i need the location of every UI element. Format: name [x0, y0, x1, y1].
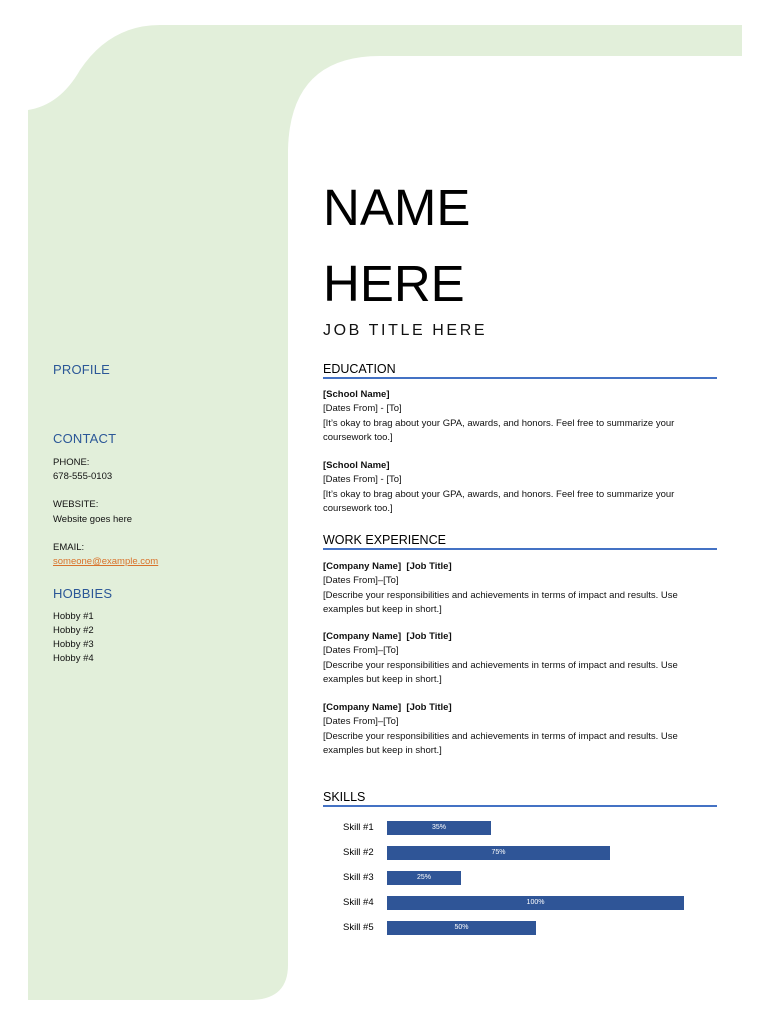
work-entry: [323, 701, 717, 758]
education-entry: [323, 459, 717, 516]
hobby-item: Hobby #1: [53, 611, 94, 622]
work-dates: [Dates From]–[To]: [323, 716, 399, 728]
job-title: JOB TITLE HERE: [323, 322, 488, 339]
name-line-1: NAME: [323, 179, 471, 236]
email-label: EMAIL:: [53, 542, 85, 553]
email-link[interactable]: someone@example.com: [53, 556, 159, 567]
skill-bar: [387, 896, 684, 910]
skill-bar: [387, 921, 536, 935]
work-description: [Describe your responsibilities and achievements in terms of impact and results. Use examples but keep in short.]: [323, 659, 678, 685]
skill-bar: [387, 846, 610, 860]
hobby-item: Hobby #2: [53, 625, 94, 636]
skill-percent: 50%: [454, 924, 469, 931]
skill-bar: [387, 871, 461, 885]
education-entry: [323, 388, 717, 445]
contact-heading: CONTACT: [53, 431, 117, 446]
work-entry: [323, 560, 717, 617]
work-description: [Describe your responsibilities and achievements in terms of impact and results. Use examples but keep in short.]: [323, 730, 678, 756]
skill-label: Skill #4: [343, 897, 374, 908]
company-job-title: [Company Name] [Job Title]: [323, 631, 452, 642]
work-dates: [Dates From]–[To]: [323, 575, 399, 587]
skill-label: Skill #5: [343, 922, 374, 933]
education-dates: [Dates From] - [To]: [323, 474, 402, 486]
skill-percent: 35%: [431, 824, 446, 831]
hobby-item: Hobby #3: [53, 639, 94, 650]
company-job-title: [Company Name] [Job Title]: [323, 561, 452, 572]
skill-label: Skill #1: [343, 822, 374, 833]
skill-label: Skill #3: [343, 872, 374, 883]
email-value[interactable]: [53, 555, 158, 570]
education-heading: EDUCATION: [323, 362, 717, 379]
work-entry: [323, 630, 717, 687]
education-description: [It’s okay to brag about your GPA, awards, and honors. Feel free to summarize your coursework too.]: [323, 417, 675, 443]
company-job-title: [Company Name] [Job Title]: [323, 702, 452, 713]
education-description: [It’s okay to brag about your GPA, awards, and honors. Feel free to summarize your coursework too.]: [323, 488, 675, 514]
phone-value: 678-555-0103: [53, 471, 113, 482]
hobbies-heading: HOBBIES: [53, 586, 113, 601]
skill-percent: 75%: [491, 849, 506, 856]
skill-label: Skill #2: [343, 847, 374, 858]
phone-label: PHONE:: [53, 457, 90, 468]
skill-percent: 25%: [416, 874, 431, 881]
skills-heading: SKILLS: [323, 790, 717, 807]
work-dates: [Dates From]–[To]: [323, 645, 399, 657]
name-line-2: HERE: [323, 255, 465, 312]
website-label: WEBSITE:: [53, 499, 99, 510]
skill-bar: [387, 821, 491, 835]
work-description: [Describe your responsibilities and achievements in terms of impact and results. Use examples but keep in short.]: [323, 589, 678, 615]
work-experience-heading: WORK EXPERIENCE: [323, 533, 717, 550]
education-dates: [Dates From] - [To]: [323, 403, 402, 415]
skill-percent: 100%: [526, 899, 545, 906]
hobby-item: Hobby #4: [53, 653, 94, 664]
school-name: [School Name]: [323, 389, 390, 400]
school-name: [School Name]: [323, 460, 390, 471]
website-value: Website goes here: [53, 514, 133, 525]
profile-heading: PROFILE: [53, 362, 111, 377]
